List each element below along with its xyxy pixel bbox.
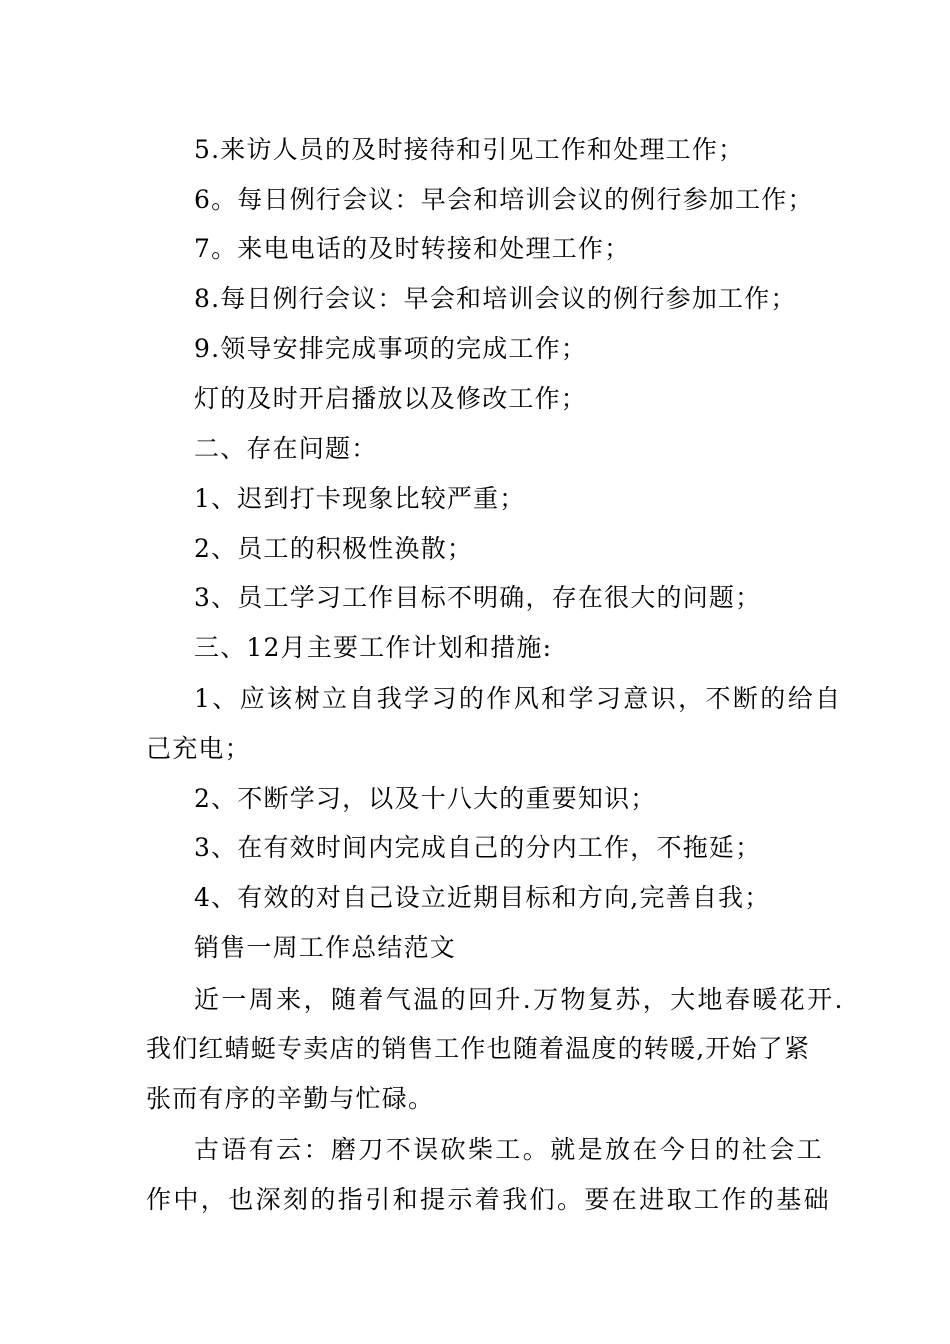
text-line-10: 3、员工学习工作目标不明确，存在很大的问题；: [194, 583, 762, 612]
text-line-5: 9.领导安排完成事项的完成工作；: [194, 334, 588, 363]
text-line-21: 古语有云：磨刀不误砍柴工。就是放在今日的社会工: [194, 1135, 825, 1164]
text-line-12: 1、应该树立自我学习的作风和学习意识，不断的给自: [194, 684, 843, 713]
text-line-20: 张而有序的辛勤与忙碌。: [146, 1084, 435, 1113]
text-line-8: 1、迟到打卡现象比较严重；: [194, 484, 526, 513]
text-line-19: 我们红蜻蜓专卖店的销售工作也随着温度的转暖,开始了紧: [146, 1034, 811, 1063]
section-heading-plan: 三、12月主要工作计划和措施:: [194, 633, 553, 662]
text-line-22: 作中，也深刻的指引和提示着我们。要在进取工作的基础: [146, 1185, 832, 1214]
text-line-16: 4、有效的对自己设立近期目标和方向,完善自我；: [194, 883, 771, 912]
text-line-9: 2、员工的积极性涣散；: [194, 534, 474, 563]
text-line-3: 7。来电电话的及时转接和处理工作；: [194, 234, 631, 263]
section-heading-sales-summary: 销售一周工作总结范文: [194, 933, 457, 962]
text-line-15: 3、在有效时间内完成自己的分内工作，不拖延；: [194, 833, 762, 862]
text-line-6: 灯的及时开启播放以及修改工作；: [194, 384, 588, 413]
text-line-4: 8.每日例行会议：早会和培训会议的例行参加工作；: [194, 284, 797, 313]
text-line-1: 5.来访人员的及时接待和引见工作和处理工作；: [194, 135, 745, 164]
text-line-14: 2、不断学习，以及十八大的重要知识；: [194, 784, 657, 813]
section-heading-problems: 二、存在问题：: [194, 434, 378, 463]
text-line-18: 近一周来，随着气温的回升.万物复苏，大地春暖花开.: [194, 985, 845, 1014]
text-line-2: 6。每日例行会议：早会和培训会议的例行参加工作；: [194, 185, 814, 214]
text-line-13: 己充电；: [146, 734, 251, 763]
